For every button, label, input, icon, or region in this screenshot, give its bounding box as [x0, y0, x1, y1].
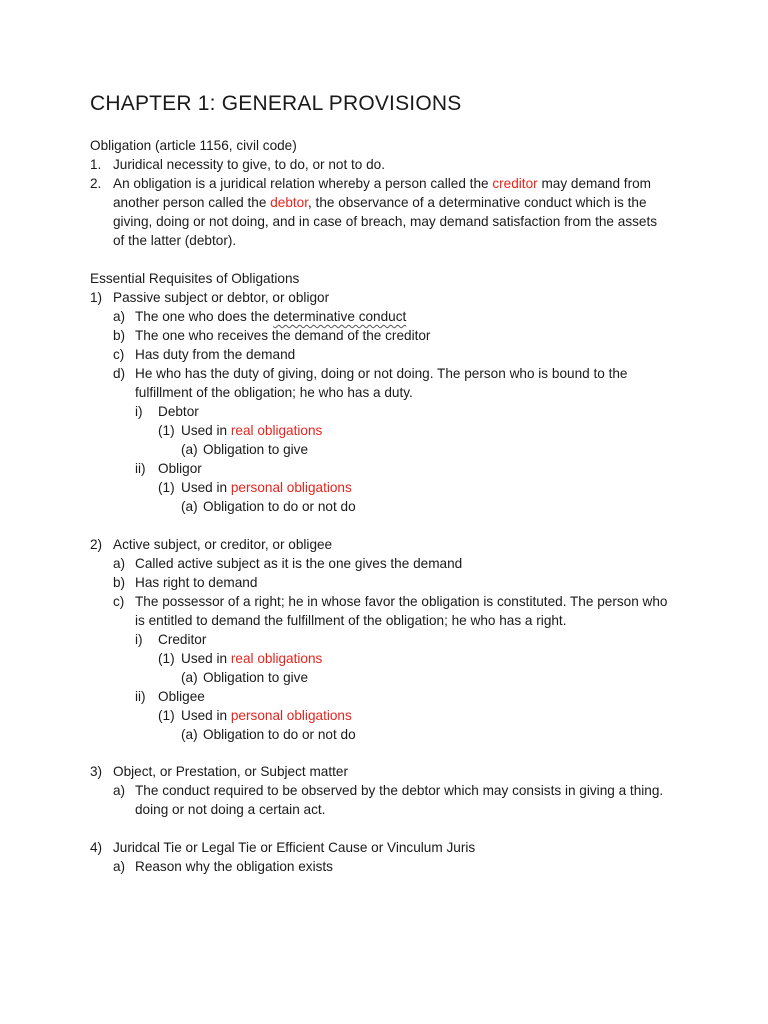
obligation-item-2-line-1: [113, 174, 651, 193]
requisite-2-ii-1: [181, 706, 352, 725]
list-marker: c): [113, 347, 125, 362]
list-marker: (a): [181, 670, 198, 685]
requisites-heading: Essential Requisites of Obligations: [90, 271, 300, 286]
requisite-2-a: Called active subject as it is the one gives the demand: [135, 556, 463, 571]
requisite-1-ii-1-a: Obligation to do or not do: [203, 499, 356, 514]
obligation-item-2-line-2: [113, 193, 647, 212]
list-marker: a): [113, 859, 126, 874]
text-span: Used in: [181, 480, 231, 495]
requisite-2-ii: Obligee: [158, 689, 205, 704]
requisite-1-i-1-a: Obligation to give: [203, 442, 309, 457]
obligation-item-2-line-4: of the latter (debtor).: [113, 233, 237, 248]
obligation-item-1: Juridical necessity to give, to do, or not to do.: [113, 157, 386, 172]
list-marker: a): [113, 783, 126, 798]
list-marker: i): [135, 632, 143, 647]
requisite-1-d-line-1: He who has the duty of giving, doing or not doing. The person who is bound to the: [135, 366, 628, 381]
list-marker: c): [113, 594, 125, 609]
text-span: another person called the: [113, 195, 271, 210]
text-span: Used in: [181, 651, 231, 666]
list-marker: i): [135, 404, 143, 419]
underlined-term: determinative conduct: [273, 309, 407, 324]
list-marker: b): [113, 575, 126, 590]
highlight-term: real obligations: [230, 651, 323, 666]
highlight-term: personal obligations: [230, 708, 352, 723]
text-span: may demand from: [537, 176, 651, 191]
requisite-1-c: Has duty from the demand: [135, 347, 296, 362]
requisite-1-i: Debtor: [158, 404, 199, 419]
requisite-2-i-1: [181, 649, 322, 668]
obligation-heading: Obligation (article 1156, civil code): [90, 138, 297, 153]
list-marker: (1): [158, 708, 175, 723]
list-marker: 3): [90, 764, 103, 779]
list-marker: 2.: [90, 176, 102, 191]
requisite-1-d-line-2: fulfillment of the obligation; he who has a duty.: [135, 385, 413, 400]
list-marker: (a): [181, 727, 198, 742]
requisite-4-a: Reason why the obligation exists: [135, 859, 333, 874]
list-marker: d): [113, 366, 126, 381]
requisite-2-c-line-2: is entitled to demand the fulfillment of the obligation; he who has a right.: [135, 613, 567, 628]
list-marker: (a): [181, 442, 198, 457]
text-span: Used in: [181, 708, 231, 723]
requisite-2-c-line-1: The possessor of a right; he in whose favor the obligation is constituted. The person who: [135, 594, 668, 609]
requisite-1-a: [135, 307, 406, 326]
text-span: The one who does the: [135, 309, 274, 324]
requisite-3-a-line-1: The conduct required to be observed by the debtor which may consists in giving a thing.: [135, 783, 664, 798]
requisite-2-ii-1-a: Obligation to do or not do: [203, 727, 356, 742]
debtor-term: debtor: [270, 195, 308, 210]
text-span: An obligation is a juridical relation whereby a person called the: [113, 176, 493, 191]
list-marker: (a): [181, 499, 198, 514]
list-marker: 1): [90, 290, 103, 305]
chapter-title: CHAPTER 1: GENERAL PROVISIONS: [90, 92, 462, 115]
requisite-4: Juridcal Tie or Legal Tie or Efficient Cause or Vinculum Juris: [113, 840, 476, 855]
list-marker: ii): [135, 689, 146, 704]
requisite-2-i: Creditor: [158, 632, 207, 647]
requisite-3-a-line-2: doing or not doing a certain act.: [135, 802, 326, 817]
list-marker: a): [113, 309, 126, 324]
text-span: Used in: [181, 423, 231, 438]
list-marker: ii): [135, 461, 146, 476]
list-marker: b): [113, 328, 126, 343]
list-marker: (1): [158, 651, 175, 666]
requisite-1-ii: Obligor: [158, 461, 202, 476]
list-marker: 4): [90, 840, 103, 855]
requisite-1-b: The one who receives the demand of the creditor: [135, 328, 431, 343]
list-marker: 2): [90, 537, 103, 552]
list-marker: 1.: [90, 157, 102, 172]
obligation-item-2-line-3: giving, doing or not doing, and in case of breach, may demand satisfaction from the assets: [113, 214, 658, 229]
text-span: , the observance of a determinative conduct which is the: [308, 195, 647, 210]
requisite-2-b: Has right to demand: [135, 575, 258, 590]
requisite-1-ii-1: [181, 478, 352, 497]
creditor-term: creditor: [492, 176, 538, 191]
highlight-term: real obligations: [230, 423, 323, 438]
list-marker: a): [113, 556, 126, 571]
requisite-3: Object, or Prestation, or Subject matter: [113, 764, 348, 779]
requisite-1: Passive subject or debtor, or obligor: [113, 290, 330, 305]
highlight-term: personal obligations: [230, 480, 352, 495]
requisite-1-i-1: [181, 421, 322, 440]
list-marker: (1): [158, 423, 175, 438]
requisite-2-i-1-a: Obligation to give: [203, 670, 309, 685]
list-marker: (1): [158, 480, 175, 495]
requisite-2: Active subject, or creditor, or obligee: [113, 537, 333, 552]
